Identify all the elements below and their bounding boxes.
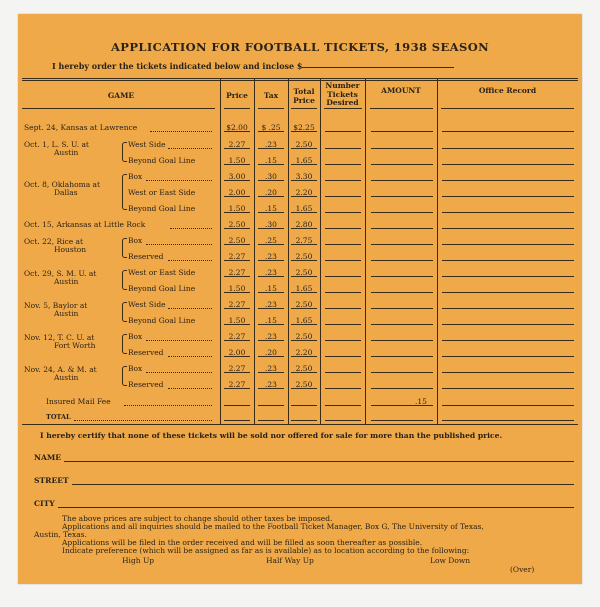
bracket	[122, 142, 127, 162]
table-top-rule-2	[22, 80, 578, 81]
leader-dots	[146, 180, 212, 181]
total-cell: 2.80	[295, 220, 313, 229]
price-blank-line	[224, 131, 250, 132]
note-filing: Applications will be filed in the order received and will be filled as soon thereafter as possible.	[62, 538, 423, 547]
amount-field[interactable]	[371, 228, 433, 229]
amount-field[interactable]	[371, 308, 433, 309]
leader-dots	[146, 340, 212, 341]
total-blank-line	[291, 405, 317, 406]
tax-blank-line	[258, 212, 284, 213]
total-blank-line	[291, 356, 317, 357]
office-record-line	[442, 212, 574, 213]
total-cell: 1.65	[295, 204, 313, 213]
header-game: GAME	[107, 91, 135, 100]
tax-blank-line	[258, 244, 284, 245]
tickets-desired-field[interactable]	[325, 356, 361, 357]
header-price: Price	[226, 91, 248, 100]
office-record-line	[442, 340, 574, 341]
price-blank-line	[224, 196, 250, 197]
amount-field[interactable]	[371, 148, 433, 149]
leader-dots	[168, 308, 212, 309]
amount-field[interactable]	[371, 340, 433, 341]
tickets-desired-field[interactable]	[325, 131, 361, 132]
amount-field[interactable]	[371, 405, 433, 406]
total-cell: 3.30	[295, 172, 313, 181]
amount-field[interactable]	[371, 276, 433, 277]
seat-type: Beyond Goal Line	[128, 316, 196, 325]
price-blank-line	[224, 228, 250, 229]
amount-field[interactable]	[371, 372, 433, 373]
total-blank-line	[291, 324, 317, 325]
bracket	[122, 302, 127, 322]
total-blank-line	[291, 308, 317, 309]
seat-type: Beyond Goal Line	[128, 156, 196, 165]
office-record-line	[442, 260, 574, 261]
header-number-line2: Tickets	[327, 89, 358, 99]
seat-type: West Side	[128, 140, 166, 149]
office-record-line	[442, 405, 574, 406]
tax-cell: .30	[265, 172, 277, 181]
price-blank-line	[224, 324, 250, 325]
seat-type: Beyond Goal Line	[128, 204, 196, 213]
bracket	[122, 238, 127, 258]
street-label: STREET	[34, 476, 69, 485]
enclosed-amount-line[interactable]	[302, 67, 454, 68]
col-divider-number	[320, 78, 321, 424]
tax-cell: .15	[265, 204, 277, 213]
total-blank-line	[291, 212, 317, 213]
seat-type: Box	[128, 332, 143, 341]
leader-dots	[168, 148, 212, 149]
header-number-line1: Number	[325, 81, 360, 90]
header-underline-total	[291, 108, 317, 109]
tax-cell: .20	[265, 188, 277, 197]
tax-blank-line	[258, 340, 284, 341]
note-inquiries: Applications and all inquiries should be mailed to the Football Ticket Manager, Box G, The University of Texas,	[62, 522, 484, 531]
amount-field[interactable]	[371, 356, 433, 357]
leader-dots	[168, 356, 212, 357]
total-blank-line	[291, 228, 317, 229]
amount-field[interactable]	[371, 260, 433, 261]
price-cell: 3.00	[228, 172, 246, 181]
game-date: Sept. 24, Kansas at Lawrence	[24, 123, 138, 132]
price-cell: 2.27	[228, 380, 246, 389]
price-blank-line	[224, 180, 250, 181]
total-cell: 2.50	[295, 140, 313, 149]
price-cell: 2.50	[228, 220, 246, 229]
price-blank-line	[224, 405, 250, 406]
price-blank-line	[224, 212, 250, 213]
total-cell: 2.50	[295, 380, 313, 389]
office-record-line	[442, 276, 574, 277]
tickets-desired-field[interactable]	[325, 308, 361, 309]
preference-low-down: Low Down	[430, 556, 471, 565]
price-blank-line	[224, 388, 250, 389]
header-underline-game	[22, 108, 215, 109]
price-cell: 2.00	[228, 188, 246, 197]
tax-blank-line	[258, 276, 284, 277]
tax-blank-line	[258, 260, 284, 261]
total-cell: 1.65	[295, 156, 313, 165]
form-title: APPLICATION FOR FOOTBALL TICKETS, 1938 SEASON	[110, 40, 490, 54]
price-blank-line	[224, 308, 250, 309]
seat-type: Box	[128, 364, 143, 373]
bracket	[122, 334, 127, 354]
leader-dots	[74, 420, 212, 421]
game-date: Oct. 15, Arkansas at Little Rock	[24, 220, 146, 229]
price-blank-line	[224, 260, 250, 261]
office-record-line	[442, 372, 574, 373]
tickets-desired-field[interactable]	[325, 164, 361, 165]
tickets-desired-field[interactable]	[325, 292, 361, 293]
city-field[interactable]	[58, 507, 574, 508]
tickets-desired-field[interactable]	[325, 196, 361, 197]
total-blank-line	[291, 292, 317, 293]
price-blank-line	[224, 372, 250, 373]
tax-cell: .15	[265, 156, 277, 165]
header-underline-tax	[258, 108, 284, 109]
note-address: Austin, Texas.	[34, 530, 87, 539]
note-preference: Indicate preference (which will be assigned as far as is available) as to location according to the following:	[62, 546, 470, 555]
game-city: Fort Worth	[54, 341, 96, 350]
price-blank-line	[224, 148, 250, 149]
price-cell: 1.50	[228, 284, 246, 293]
office-record-line	[442, 308, 574, 309]
price-cell: 2.27	[228, 332, 246, 341]
tax-blank-line	[258, 405, 284, 406]
amount-field[interactable]	[371, 388, 433, 389]
tax-blank-line	[258, 148, 284, 149]
total-label: TOTAL	[46, 413, 71, 421]
tax-blank-line	[258, 308, 284, 309]
tax-cell: .23	[265, 364, 277, 373]
name-field[interactable]	[64, 461, 574, 462]
tax-blank-line	[258, 324, 284, 325]
tax-blank-line	[258, 164, 284, 165]
total-cell: $2.25	[293, 123, 315, 132]
price-cell: 2.50	[228, 236, 246, 245]
office-record-line	[442, 356, 574, 357]
total-blank-line	[291, 164, 317, 165]
price-blank-line	[224, 340, 250, 341]
office-record-line	[442, 324, 574, 325]
total-cell: 2.75	[295, 236, 313, 245]
amount-field[interactable]	[371, 324, 433, 325]
game-date: Oct. 22, Rice at	[24, 237, 83, 246]
game-date: Nov. 5, Baylor at	[24, 301, 88, 310]
tickets-desired-field[interactable]	[325, 228, 361, 229]
tickets-desired-field[interactable]	[325, 340, 361, 341]
office-record-line	[442, 180, 574, 181]
total-blank-line	[291, 131, 317, 132]
seat-type: Beyond Goal Line	[128, 284, 196, 293]
game-date: Nov. 24, A. & M. at	[24, 365, 97, 374]
tickets-desired-field[interactable]	[325, 260, 361, 261]
over-notice: (Over)	[510, 565, 535, 574]
header-amount: AMOUNT	[381, 86, 421, 95]
header-office-record: Office Record	[478, 86, 537, 95]
note-prices: The above prices are subject to change should other taxes be imposed.	[62, 514, 333, 523]
header-total-price	[288, 88, 320, 105]
price-cell: 1.50	[228, 316, 246, 325]
tickets-desired-field[interactable]	[325, 372, 361, 373]
price-cell: 2.27	[228, 252, 246, 261]
total-cell: 2.50	[295, 332, 313, 341]
tax-blank-line	[258, 292, 284, 293]
tax-blank-line	[258, 228, 284, 229]
office-record-line	[442, 292, 574, 293]
seat-type: Box	[128, 172, 143, 181]
header-underline-price	[224, 108, 250, 109]
seat-type: West or East Side	[128, 188, 196, 197]
game-date: Oct. 8, Oklahoma at	[24, 180, 101, 189]
price-cell: 2.27	[228, 300, 246, 309]
tax-cell: .30	[265, 220, 277, 229]
seat-type: Box	[128, 236, 143, 245]
total-blank-line	[291, 388, 317, 389]
preference-high-up: High Up	[122, 556, 155, 565]
table-bottom-rule	[22, 424, 578, 425]
street-field[interactable]	[72, 484, 574, 485]
bracket	[122, 174, 127, 210]
office-record-line	[442, 131, 574, 132]
amount-field[interactable]	[371, 196, 433, 197]
total-blank-line	[291, 148, 317, 149]
price-cell: 1.50	[228, 204, 246, 213]
office-record-line	[442, 244, 574, 245]
amount-field[interactable]	[371, 131, 433, 132]
amount-field[interactable]	[371, 244, 433, 245]
tickets-desired-field[interactable]	[325, 388, 361, 389]
insured-mail-label: Insured Mail Fee	[46, 397, 111, 406]
office-record-line	[442, 148, 574, 149]
office-record-line	[442, 388, 574, 389]
header-underline-number	[324, 108, 362, 109]
office-record-line	[442, 164, 574, 165]
leader-dots	[146, 372, 212, 373]
header-underline-amount	[370, 108, 433, 109]
total-blank-line	[291, 276, 317, 277]
tickets-desired-field[interactable]	[325, 324, 361, 325]
header-total-line2: Price	[293, 95, 315, 105]
header-number-line3: Desired	[326, 98, 359, 107]
header-tax: Tax	[263, 91, 279, 100]
seat-type: Reserved	[128, 380, 164, 389]
game-city: Austin	[54, 148, 79, 157]
price-blank-line	[224, 244, 250, 245]
tickets-desired-field[interactable]	[325, 420, 361, 421]
table-top-rule	[22, 78, 578, 79]
tax-blank-line	[258, 196, 284, 197]
price-cell: 1.50	[228, 156, 246, 165]
order-statement: I hereby order the tickets indicated below and inclose $	[52, 61, 303, 71]
total-cell: 2.20	[295, 348, 313, 357]
price-blank-line	[224, 292, 250, 293]
preference-half-way-up: Half Way Up	[266, 556, 314, 565]
total-blank-line	[291, 196, 317, 197]
leader-dots	[150, 131, 212, 132]
tax-cell: .23	[265, 380, 277, 389]
total-blank-line	[291, 420, 317, 421]
amount-field[interactable]	[371, 180, 433, 181]
total-cell: 2.20	[295, 188, 313, 197]
game-date: Nov. 12, T. C. U. at	[24, 333, 95, 342]
tax-cell: .23	[265, 252, 277, 261]
tickets-desired-field[interactable]	[325, 276, 361, 277]
tax-cell: .23	[265, 300, 277, 309]
total-blank-line	[291, 372, 317, 373]
tax-cell: $ .25	[261, 123, 281, 132]
header-underline-office	[441, 108, 574, 109]
tax-cell: .15	[265, 284, 277, 293]
leader-dots	[170, 228, 212, 229]
price-cell: 2.27	[228, 140, 246, 149]
price-cell: 2.00	[228, 348, 246, 357]
col-divider-office	[437, 78, 438, 424]
total-cell: 2.50	[295, 268, 313, 277]
tickets-desired-field[interactable]	[325, 244, 361, 245]
amount-field[interactable]	[371, 212, 433, 213]
game-city: Austin	[54, 373, 79, 382]
col-divider-amount	[365, 78, 366, 424]
total-blank-line	[291, 260, 317, 261]
game-date: Oct. 29, S. M. U. at	[24, 269, 97, 278]
office-record-line	[442, 228, 574, 229]
total-blank-line	[291, 340, 317, 341]
tickets-desired-field[interactable]	[325, 180, 361, 181]
tickets-desired-field[interactable]	[325, 405, 361, 406]
price-cell: $2.00	[226, 123, 248, 132]
tickets-desired-field[interactable]	[325, 212, 361, 213]
name-label: NAME	[34, 453, 62, 462]
tax-blank-line	[258, 372, 284, 373]
seat-type: Reserved	[128, 348, 164, 357]
amount-field[interactable]	[371, 164, 433, 165]
tax-cell: .15	[265, 316, 277, 325]
total-blank-line	[291, 180, 317, 181]
tax-blank-line	[258, 180, 284, 181]
price-blank-line	[224, 276, 250, 277]
leader-dots	[168, 388, 212, 389]
city-label: CITY	[34, 499, 55, 508]
amount-field[interactable]	[371, 420, 433, 421]
seat-type: West or East Side	[128, 268, 196, 277]
game-city: Dallas	[54, 188, 78, 197]
header-number-tickets	[320, 82, 365, 108]
tickets-desired-field[interactable]	[325, 148, 361, 149]
bracket	[122, 366, 127, 386]
tax-cell: .20	[265, 348, 277, 357]
bracket	[122, 270, 127, 290]
seat-type: West Side	[128, 300, 166, 309]
total-cell: 2.50	[295, 364, 313, 373]
tax-blank-line	[258, 356, 284, 357]
game-city: Austin	[54, 277, 79, 286]
game-city: Houston	[54, 245, 87, 254]
tax-blank-line	[258, 388, 284, 389]
price-blank-line	[224, 164, 250, 165]
office-record-line	[442, 420, 574, 421]
total-cell: 1.65	[295, 284, 313, 293]
total-cell: 2.50	[295, 252, 313, 261]
tax-cell: .23	[265, 332, 277, 341]
tax-blank-line	[258, 131, 284, 132]
leader-dots	[146, 244, 212, 245]
leader-dots	[124, 405, 212, 406]
office-record-line	[442, 196, 574, 197]
price-cell: 2.27	[228, 268, 246, 277]
seat-type: Reserved	[128, 252, 164, 261]
game-date: Oct. 1, L. S. U. at	[24, 140, 89, 149]
tax-blank-line	[258, 420, 284, 421]
certification-statement: I hereby certify that none of these tickets will be sold nor offered for sale for more than the published price.	[40, 431, 503, 440]
leader-dots	[168, 260, 212, 261]
total-cell: 2.50	[295, 300, 313, 309]
tax-cell: .25	[265, 236, 277, 245]
tax-cell: .23	[265, 268, 277, 277]
total-blank-line	[291, 244, 317, 245]
game-city: Austin	[54, 309, 79, 318]
amount-field[interactable]	[371, 292, 433, 293]
insured-mail-amount: .15	[415, 397, 427, 406]
price-blank-line	[224, 420, 250, 421]
tax-cell: .23	[265, 140, 277, 149]
header-total-line1: Total	[293, 87, 315, 96]
price-cell: 2.27	[228, 364, 246, 373]
total-cell: 1.65	[295, 316, 313, 325]
price-blank-line	[224, 356, 250, 357]
